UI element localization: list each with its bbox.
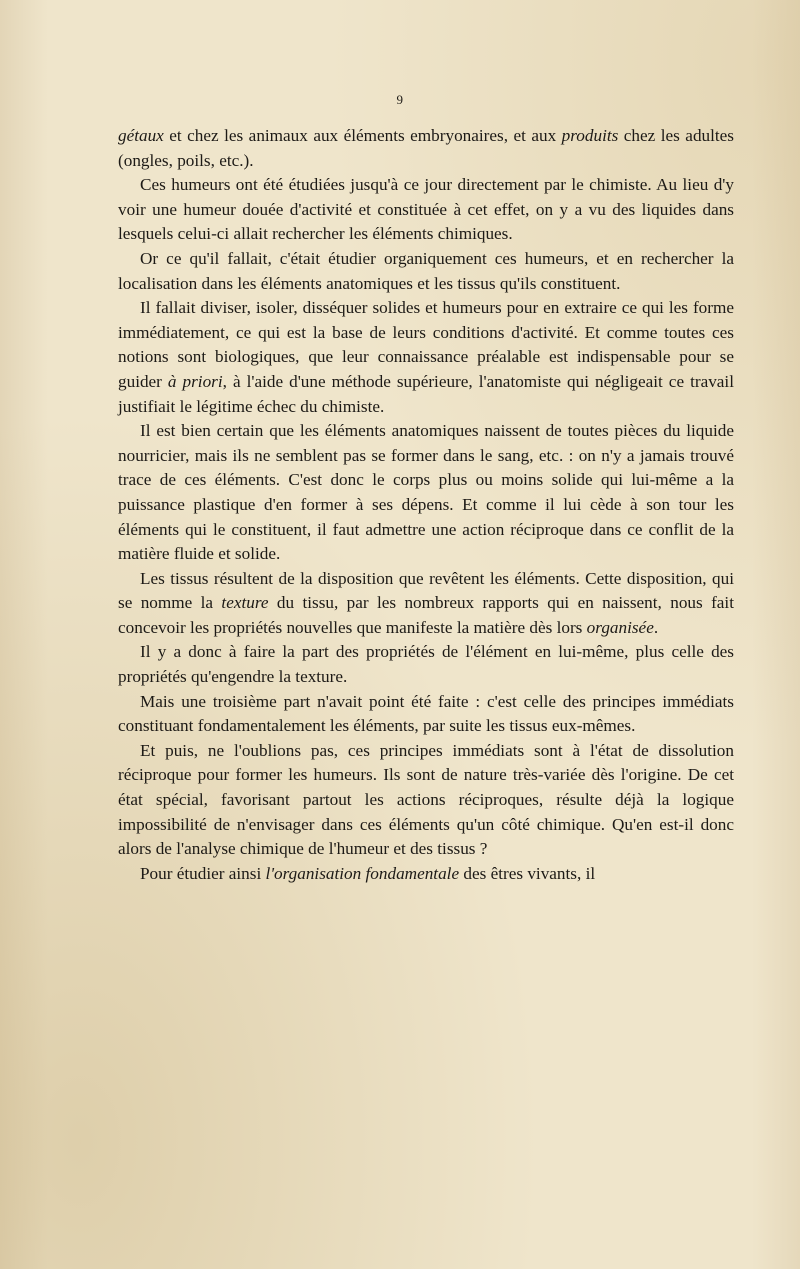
paragraph-10-italic-organisation-fondamentale: l'organisation fondamentale (265, 863, 460, 883)
paragraph-6-text: Les tissus résultent de la disposition que revêtent les éléments. Cette disposition, qui se nomme la (118, 568, 734, 613)
paragraph-1-text-end: chez les adultes (ongles, poils, etc.). (118, 126, 734, 170)
paragraph-6-italic-texture: texture (221, 593, 269, 613)
paragraph-4 (118, 296, 734, 419)
paragraph-7-text: Il y a donc à faire la part des propriétés de l'élément en lui-même, plus celle des propriétés qu'engendre la texture. (118, 642, 734, 687)
paragraph-6-text-end: . (653, 617, 659, 637)
paragraph-4-text: Il fallait diviser, isoler, disséquer solides et humeurs pour en extraire ce qui les forme immédiatement, ce qui est la base de leurs conditions d'activité. Et comme toutes ces notions sont biologiques, que leur connaissance préalable est indispensable pour se guider (118, 298, 734, 391)
paragraph-7 (118, 640, 734, 689)
paragraph-2-text: Ces humeurs ont été étudiées jusqu'à ce jour directement par le chimiste. Au lieu d'y voir une humeur douée d'activité et constituée à cet effet, on y a vu des liquides dans lesquels celui-ci allait rechercher les éléments chimiques. (118, 175, 734, 244)
body-text (118, 124, 734, 886)
paragraph-3-text: Or ce qu'il fallait, c'était étudier organiquement ces humeurs, et en rechercher la localisation dans les éléments anatomiques et les tissus qu'ils constituent. (118, 248, 734, 293)
paragraph-2 (118, 173, 734, 247)
paragraph-8 (118, 690, 734, 739)
paragraph-9 (118, 739, 734, 862)
paragraph-10-text-end: des êtres vivants, il (459, 863, 596, 883)
paragraph-4-text-end: , à l'aide d'une méthode supérieure, l'anatomiste qui négligeait ce travail justifiait le légitime échec du chimiste. (118, 371, 734, 416)
paragraph-6-italic-organisee: organisée (586, 617, 654, 637)
paragraph-1-italic-produits: produits (561, 126, 619, 145)
paragraph-5 (118, 419, 734, 567)
paragraph-10 (118, 862, 734, 887)
paragraph-1-text-middle: et chez les animaux aux éléments embryonaires, et aux (163, 126, 562, 145)
page-number: 9 (396, 92, 404, 107)
paragraph-3 (118, 247, 734, 296)
paragraph-6 (118, 567, 734, 641)
paragraph-5-text: Il est bien certain que les éléments anatomiques naissent de toutes pièces du liquide nourricier, mais ils ne semblent pas se former dans le sang, etc. : on n'y a jamais trouvé trace de ces éléments. C'est donc le corps plus ou moins solide qui lui-même a la puissance plastique d'en former à ses dépens. Et comme il lui cède à son tour les éléments qui le constituent, il faut admettre une action réciproque dans ce conflit de la matière fluide et solide. (118, 421, 734, 564)
paragraph-1 (118, 124, 734, 173)
paragraph-8-text: Mais une troisième part n'avait point été faite : c'est celle des principes immédiats constituant fondamentalement les éléments, par suite les tissus eux-mêmes. (118, 691, 734, 736)
paragraph-9-text: Et puis, ne l'oublions pas, ces principes immédiats sont à l'état de dissolution réciproque pour former les humeurs. Ils sont de nature très-variée dès l'origine. De cet état spécial, favorisant partout les actions réciproques, résulte déjà la logique impossibilité de n'envisager dans ces éléments qu'un côté chimique. Qu'en est-il donc alors de l'analyse chimique de l'humeur et des tissus ? (118, 740, 734, 859)
paragraph-6-text-middle: du tissu, par les nombreux rapports qui en naissent, nous fait concevoir les propriétés nouvelles que manifeste la matière dès lors (118, 593, 734, 637)
paragraph-1-italic-gelaux: gétaux (118, 126, 164, 145)
paragraph-4-italic-a-priori: à priori (167, 371, 223, 391)
paragraph-10-text: Pour étudier ainsi (140, 863, 266, 883)
